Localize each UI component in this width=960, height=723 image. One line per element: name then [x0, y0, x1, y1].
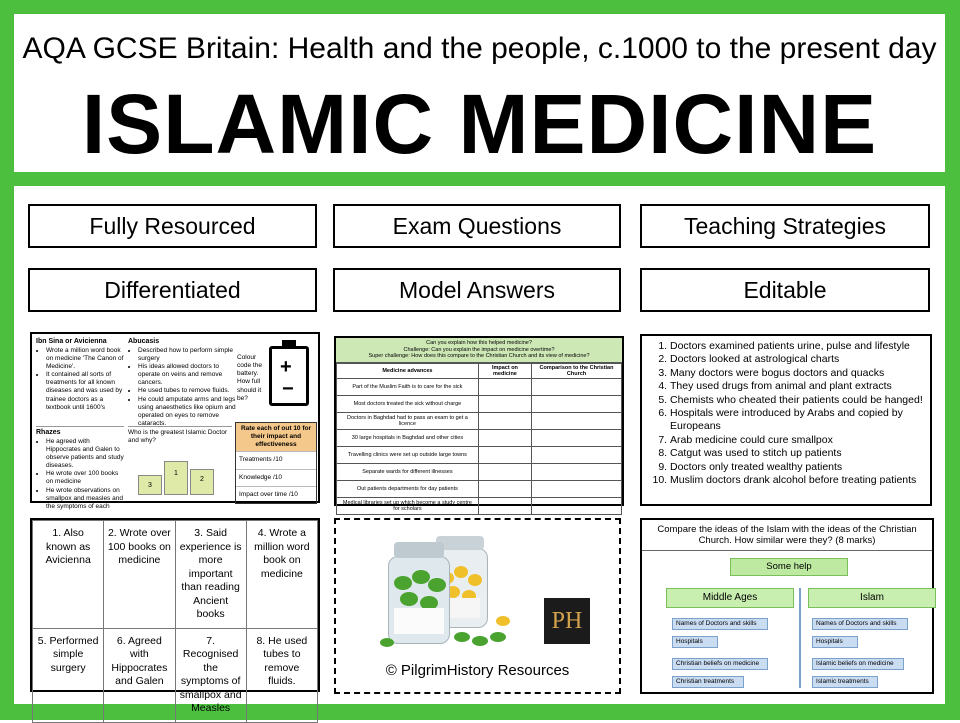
list-item: 2. Doctors looked at astrological charts	[670, 353, 930, 366]
ibn-sina-point: • It contained all sorts of treatments for all known diseases and was used by trainee doctors as a textbook until 1600's	[46, 371, 124, 412]
list-item: 7. Arab medicine could cure smallpox	[670, 434, 930, 447]
grid-cell: 6. Agreed with Hippocrates and Galen	[104, 628, 175, 722]
abucasis-point: • He used tubes to remove fluids.	[138, 387, 236, 395]
grid-cell: 2. Wrote over 100 books on medicine	[104, 521, 175, 629]
table-row: Separate wards for different illnesses	[337, 463, 622, 480]
fact-grid	[32, 520, 318, 723]
table-row: Doctors in Baghdad had to pass an exam to get a licence	[337, 412, 622, 429]
table-header: Impact on medicine	[478, 363, 531, 378]
islam-heading: Islam	[808, 588, 936, 608]
thumbnail-doctor-factsheet	[30, 332, 320, 510]
impact-table	[336, 363, 622, 515]
rhazes-section	[36, 426, 124, 511]
islam-chip: Islamic treatments	[812, 676, 878, 688]
middle-ages-chip: Names of Doctors and skills	[672, 618, 768, 630]
abucasis-point: • He could amputate arms and legs using anaesthetics like opium and operated on eyes to remove cataracts.	[138, 396, 236, 429]
header-panel	[14, 14, 945, 172]
feature-differentiated: Differentiated	[28, 268, 317, 312]
rating-row: Knowledge /10	[236, 469, 316, 486]
table-header: Comparison to the Christian Church	[532, 363, 622, 378]
rhazes-point: • He wrote over 100 books on medicine	[46, 470, 124, 486]
grid-cell: 3. Said experience is more important than reading Ancient books	[175, 521, 246, 629]
column-divider	[799, 588, 801, 688]
ibn-sina-heading: Ibn Sina or Avicienna	[36, 338, 107, 345]
middle-ages-chip: Hospitals	[672, 636, 718, 648]
some-help-button[interactable]: Some help	[730, 558, 848, 576]
list-item: 10. Muslim doctors drank alcohol before treating patients	[670, 474, 930, 487]
middle-ages-chip: Christian beliefs on medicine	[672, 658, 768, 670]
list-item: 5. Chemists who cheated their patients could be hanged!	[670, 394, 930, 407]
feature-editable: Editable	[640, 268, 930, 312]
battery-icon: + −	[269, 346, 309, 406]
abucasis-heading: Abucasis	[128, 338, 160, 345]
table-row: Part of the Muslim Faith is to care for the sick	[337, 378, 622, 395]
rating-box	[235, 422, 317, 504]
middle-ages-chip: Christian treatments	[672, 676, 744, 688]
grid-cell: 5. Performed simple surgery	[33, 628, 104, 722]
list-item: 6. Hospitals were introduced by Arabs and copied by Europeans	[670, 407, 930, 434]
feature-fully-resourced: Fully Resourced	[28, 204, 317, 248]
medicine-jars-icon	[336, 520, 536, 655]
grid-cell: 1. Also known as Avicienna	[33, 521, 104, 629]
ibn-sina-point: • Wrote a million word book on medicine 'The Canon of Medicine'.	[46, 347, 124, 371]
middle-ages-heading: Middle Ages	[666, 588, 794, 608]
thumbnail-impact-table	[334, 336, 624, 512]
copyright-credit: © PilgrimHistory Resources	[385, 662, 570, 679]
rating-row: Impact over time /10	[236, 486, 316, 503]
feature-model-answers: Model Answers	[333, 268, 621, 312]
table-row: Medical libraries set up which become a study centre for scholars	[337, 497, 622, 514]
list-item: 3. Many doctors were bogus doctors and quacks	[670, 367, 930, 380]
grid-cell: 4. Wrote a million word book on medicine	[246, 521, 317, 629]
thumbnail-branding	[334, 518, 621, 694]
islam-chip: Names of Doctors and skills	[812, 618, 908, 630]
podium-icon: 3 1 2	[138, 459, 218, 499]
grid-cell: 7. Recognised the symptoms of smallpox and Measles	[175, 628, 246, 722]
rating-header: Rate each of out 10 for their impact and effectiveness	[236, 423, 316, 451]
list-item: 4. They used drugs from animal and plant extracts	[670, 380, 930, 393]
islam-chip: Hospitals	[812, 636, 858, 648]
thumbnail-true-false-list	[640, 334, 932, 506]
islam-chip: Islamic beliefs on medicine	[812, 658, 904, 670]
list-item: 1. Doctors examined patients urine, pulse and lifestyle	[670, 340, 930, 353]
table-row: 30 large hospitals in Baghdad and other cities	[337, 429, 622, 446]
table-row: Out patients departments for day patients	[337, 480, 622, 497]
feature-teaching-strategies: Teaching Strategies	[640, 204, 930, 248]
thumbnail-fact-grid	[30, 518, 320, 714]
feature-exam-questions: Exam Questions	[333, 204, 621, 248]
abucasis-point: • His ideas allowed doctors to operate on veins and remove cancers.	[138, 363, 236, 387]
page-title: ISLAMIC MEDICINE	[81, 77, 878, 171]
ibn-sina-section	[36, 338, 124, 412]
table-row: Most doctors treated the sick without charge	[337, 395, 622, 412]
course-subtitle: AQA GCSE Britain: Health and the people, c.1000 to the present day	[22, 32, 937, 65]
battery-note: Colour code the battery. How full should it be?	[237, 354, 262, 402]
list-item: 9. Doctors only treated wealthy patients	[670, 461, 930, 474]
rhazes-point: • He wrote observations on smallpox and measles and the symptoms of each	[46, 487, 124, 511]
table-prompt: Can you explain how this helped medicine? Challenge: Can you explain the impact on medicine overtime? Super challenge: How does this compare to the Christian Church and its view of medicine?	[336, 338, 622, 363]
rating-row: Treatments /10	[236, 451, 316, 468]
rhazes-point: • He agreed with Hippocrates and Galen to observe patients and study diseases.	[46, 438, 124, 471]
statement-list	[642, 340, 930, 487]
rhazes-heading: Rhazes	[36, 429, 61, 436]
compare-prompt: Compare the ideas of the Islam with the ideas of the Christian Church. How similar were they? (8 marks)	[642, 524, 932, 551]
table-row: Travelling clinics were set up outside large towns	[337, 446, 622, 463]
pilgrimhistory-logo: PH	[544, 598, 590, 644]
thumbnail-compare-activity	[640, 518, 934, 694]
abucasis-point: • Described how to perform simple surgery	[138, 347, 236, 363]
grid-cell: 8. He used tubes to remove fluids.	[246, 628, 317, 722]
greatest-doctor-question: Who is the greatest Islamic Doctor and why?	[128, 426, 232, 445]
table-header: Medicine advances	[337, 363, 479, 378]
list-item: 8. Catgut was used to stitch up patients	[670, 447, 930, 460]
content-panel	[14, 186, 945, 714]
abucasis-section	[128, 338, 236, 428]
